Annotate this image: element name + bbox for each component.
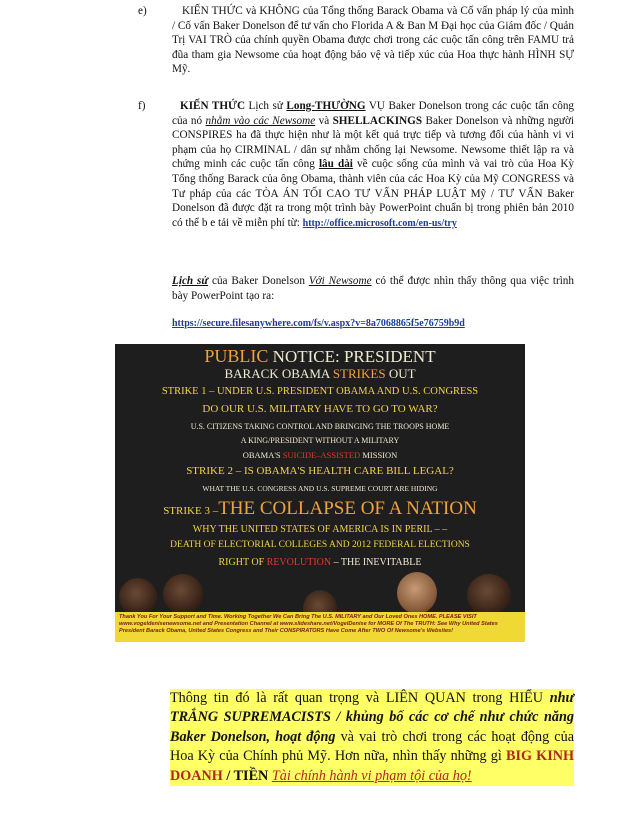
history-paragraph — [172, 274, 574, 303]
section-f-text-3: và — [315, 114, 333, 127]
portrait-photo — [397, 572, 437, 614]
conclusion-text-2: và vai trò chơi trong các hoạt động của Hoa Kỳ của Chính phủ Mỹ. Hơn nữa, nhìn thấy những gì — [170, 728, 574, 765]
poster-line-8: STRIKE 2 – IS OBAMA'S HEALTH CARE BILL LEGAL? — [186, 465, 454, 477]
poster-line-5: U.S. CITIZENS TAKING CONTROL AND BRINGING THE TROOPS HOME — [190, 422, 450, 431]
filesanywhere-link[interactable]: https://secure.filesanywhere.com/fs/v.aspx?v=8a7068865f5e76759b9d — [172, 318, 465, 329]
history-text-2: có thể được nhìn thấy thông qua việc trình bày PowerPoint tạo ra: — [172, 275, 574, 302]
portrait-photo — [163, 574, 203, 614]
section-f-paragraph — [172, 99, 574, 231]
poster-line-7: OBAMA'S SUICIDE–ASSISTED MISSION — [242, 450, 398, 460]
history-word: Lịch sử — [172, 275, 209, 287]
money-word: / TIỀN — [222, 767, 272, 784]
aimed-at-newsome: nhằm vào các Newsome — [205, 114, 316, 127]
conclusion-bold-italic: như TRẮNG SUPREMACISTS / khủng bố các cơ chế như chức năng Baker Donelson, hoạt động — [170, 690, 574, 745]
knowledge-bold: KIẾN THỨC — [180, 100, 246, 112]
poster-line-12: DEATH OF ELECTORIAL COLLEGES AND 2012 FEDERAL ELECTIONS — [170, 540, 470, 550]
shellackings-bold: SHELLACKINGS — [332, 114, 423, 127]
portrait-photo — [119, 578, 157, 616]
poster-line-10: STRIKE 3 –THE COLLAPSE OF A NATION — [163, 498, 477, 519]
poster-line-3: STRIKE 1 – UNDER U.S. PRESIDENT OBAMA AND U.S. CONGRESS — [161, 386, 479, 397]
poster-line-6: A KING/PRESIDENT WITHOUT A MILITARY — [240, 436, 400, 445]
with-newsome: Với Newsome — [308, 275, 372, 287]
poster-line-13: RIGHT OF REVOLUTION – THE INEVITABLE — [218, 557, 422, 568]
section-e-marker: e) — [138, 5, 147, 17]
public-notice-poster — [115, 344, 525, 642]
poster-footer-band — [115, 612, 525, 642]
section-f-text-2: VỤ Baker Donelson trong các cuộc tấn công của nó — [172, 100, 575, 127]
microsoft-link[interactable]: http://office.microsoft.com/en-us/try — [302, 217, 457, 229]
conclusion-text-1: Thông tin đó là rất quan trọng và LIÊN QUAN trong HIỂU — [170, 690, 550, 706]
portrait-photo — [467, 574, 511, 616]
section-f-text-1: Lịch sử — [245, 100, 287, 112]
long-term-bold: lâu dài — [318, 158, 353, 171]
section-e-paragraph: KIẾN THỨC và KHÔNG của Tổng thống Barack Obama và Cố vấn pháp lý của mình / Cố vấn Baker Donelson để tư vấn cho Florida A & Ban M Đại học của Giám đốc / Quản Trị VAI TRÒ của chính quyền Obama được chơi trong các cuộc tấn công trên FAMU trả đũa tham gia Newsome của hoạt động bảo vệ và tiếp xúc của Hoa thực hành HÌNH SỰ Mỹ. — [172, 5, 574, 76]
poster-footer-line-1: Thank You For Your Support and Time. Working Together We Can Bring The U.S. MILITARY and Our Loved Ones HOME. PLEASE VISIT — [119, 614, 477, 620]
poster-line-4: DO OUR U.S. MILITARY HAVE TO GO TO WAR? — [202, 403, 438, 415]
poster-line-2: BARACK OBAMA STRIKES OUT — [224, 366, 416, 381]
history-text-1: của Baker Donelson — [208, 275, 309, 287]
big-business: BIG KINH DOANH — [170, 748, 574, 784]
long-usual-bold: Long-THƯỜNG — [286, 100, 366, 112]
section-f-text-5: về cuộc sống của mình và vai trò của Hoa Kỳ Tổng thống Barack của ông Obama, thành viên của các Hoa Kỳ của Mỹ CONGRESS và Tư pháp của các TÒA ÁN TỐI CAO TƯ VẤN PHÁP LUẬT Mỹ / TƯ VẤN Baker Donelson đã được đặt ra trong một trình bày PowerPoint chuẩn bị trong phiên bản 2010 có thể b e tải về miễn phí từ: — [172, 158, 574, 229]
poster-line-9: WHAT THE U.S. CONGRESS AND U.S. SUPREME COURT ARE HIDING — [202, 484, 438, 493]
poster-line-11: WHY THE UNITED STATES OF AMERICA IS IN PERIL – – — [192, 524, 448, 535]
poster-footer-line-3: President Barack Obama, United States Congress and Their CONSPIRATORS Have Come After TWO Of Newsome's Websites! — [119, 628, 454, 634]
highlighted-conclusion — [170, 689, 574, 786]
section-f-marker: f) — [138, 100, 146, 112]
poster-footer-line-2: www.vogeldenisenewsome.net and Presentation Channel at www.slideshare.net/VogelDenise for MORE Of The TRUTH: See Why United States — [119, 621, 498, 627]
financial-crimes: Tài chính hành vi phạm tội của họ! — [271, 767, 472, 784]
section-f-text-4: Baker Donelson và những người CONSPIRES ha đã thực hiện như là một kết quả trực tiếp và tương đối của hành vi vi phạm của họ CIRMINAL / dân sự nhằm chống lại Newsome. Newsome thiết lập ra và chứng minh các cuộc tấn công — [172, 114, 574, 171]
poster-line-1: PUBLIC NOTICE: PRESIDENT — [204, 346, 436, 366]
